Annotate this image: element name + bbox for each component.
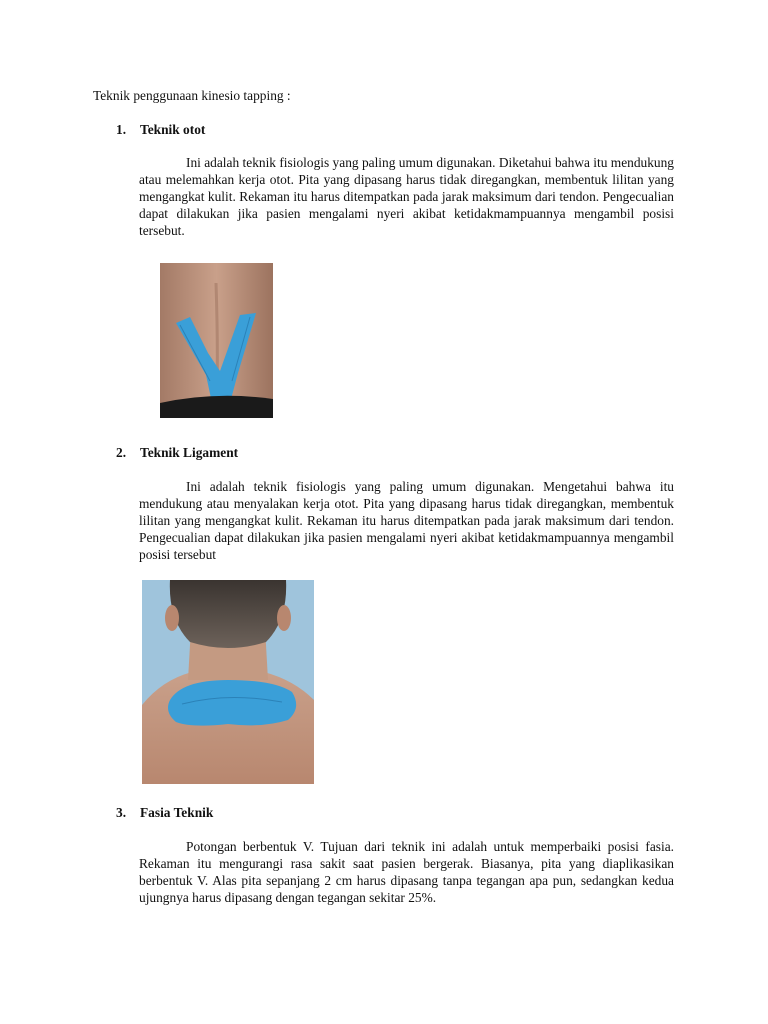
section-3-number: 3.: [116, 805, 127, 820]
section-1-number: 1.: [116, 122, 127, 137]
section-2-body: Ini adalah teknik fisiologis yang paling umum digunakan. Mengetahui bahwa itu mendukung atau menyalakan kerja otot. Pita yang dipasang harus tidak diregangkan, membentuk lilitan yang mengangkat kulit. Rekaman itu harus ditempatkan pada jarak maksimum dari tendon. Pengecualian dapat dilakukan jika pasien mengalami nyeri akibat ketidakmampuannya mengambil posisi tersebut: [139, 479, 674, 562]
section-3-body: Potongan berbentuk V. Tujuan dari teknik ini adalah untuk memperbaiki posisi fasia. Rekaman itu mengurangi rasa sakit saat pasien bergerak. Biasanya, pita yang diaplikasikan berbentuk V. Alas pita sepanjang 2 cm harus dipasang tanpa tegangan apa pun, sedangkan kedua ujungnya harus dipasang dengan tegangan sekitar 25%.: [139, 839, 674, 905]
intro-text: Teknik penggunaan kinesio tapping :: [93, 88, 291, 103]
section-3-title: Fasia Teknik: [140, 805, 214, 820]
section-3-heading: [116, 805, 213, 821]
section-1-body: Ini adalah teknik fisiologis yang paling umum digunakan. Diketahui bahwa itu mendukung atau melemahkan kerja otot. Pita yang dipasang harus tidak diregangkan, membentuk lilitan yang mengangkat kulit. Rekaman itu harus ditempatkan pada jarak maksimum dari tendon. Pengecualian dapat dilakukan jika pasien mengalami nyeri akibat ketidakmampuannya mengambil posisi tersebut.: [139, 155, 674, 238]
neck-tape-photo: [142, 580, 314, 784]
back-tape-photo: [160, 263, 273, 418]
section-1-heading: [116, 122, 205, 138]
section-2-title: Teknik Ligament: [140, 445, 239, 460]
section-1-title: Teknik otot: [140, 122, 206, 137]
section-2-heading: [116, 445, 238, 461]
section-2-number: 2.: [116, 445, 127, 460]
